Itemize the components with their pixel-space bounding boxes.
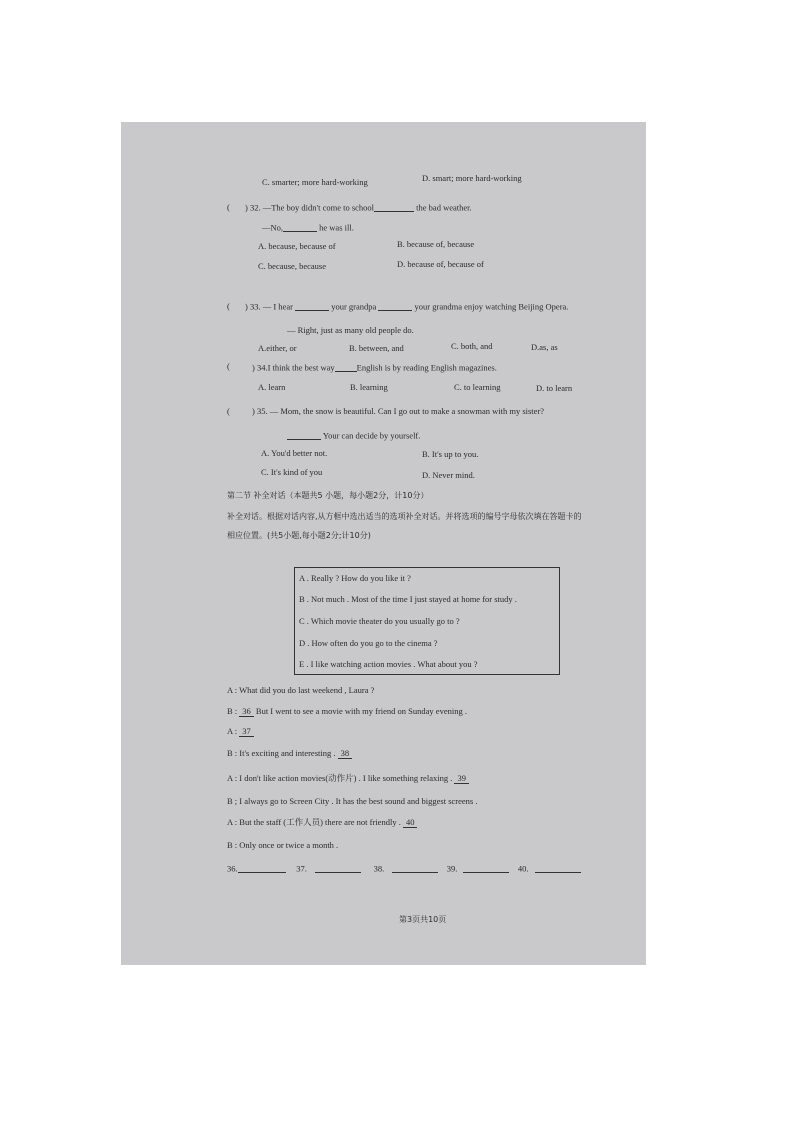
q32-number bbox=[245, 203, 472, 212]
q32-stem-b: the bad weather. bbox=[416, 202, 472, 213]
q33-stem-b: your grandpa bbox=[331, 301, 377, 312]
q33-blank-2[interactable] bbox=[378, 302, 412, 311]
answer-label-40: 40. bbox=[517, 863, 529, 874]
q32-option-c: C. because, because bbox=[258, 261, 326, 271]
q35-option-a: A. You'd better not. bbox=[261, 448, 328, 458]
q33-paren: ( bbox=[227, 301, 230, 311]
q35-blank[interactable] bbox=[287, 431, 321, 440]
options-box bbox=[294, 567, 560, 675]
section2-heading: 第二节 补全对话（本题共5 小题，每小题2分，计10分） bbox=[227, 491, 429, 500]
dialogue-line-6: B ; I always go to Screen City . It has the best sound and biggest screens . bbox=[227, 796, 478, 806]
section2-instruction-2: 相应位置。(共5小题,每小题2分;计10分) bbox=[227, 531, 371, 540]
answer-field-38[interactable] bbox=[392, 864, 438, 873]
answer-blank-36[interactable]: 36 bbox=[239, 707, 254, 717]
q32-reply-a: —No, bbox=[262, 222, 284, 233]
dialogue-line-2 bbox=[227, 707, 467, 717]
q32-option-d: D. because of, because of bbox=[397, 259, 484, 269]
q33-option-d: D.as, as bbox=[531, 342, 558, 352]
dialogue-line-5 bbox=[227, 774, 469, 784]
q34-option-a: A. learn bbox=[258, 382, 286, 392]
q31-option-c: C. smarter; more hard-working bbox=[262, 177, 368, 187]
answer-field-40[interactable] bbox=[535, 864, 581, 873]
q34-option-b: B. learning bbox=[350, 382, 388, 392]
q33-stem bbox=[245, 302, 568, 311]
box-option-b: B . Not much . Most of the time I just stayed at home for study . bbox=[299, 594, 517, 604]
answer-blank-38[interactable]: 38 bbox=[338, 749, 353, 759]
answer-field-39[interactable] bbox=[463, 864, 509, 873]
answer-blank-39[interactable]: 39 bbox=[454, 774, 469, 784]
q32-reply-b: he was ill. bbox=[319, 222, 354, 233]
answer-blank-37[interactable]: 37 bbox=[239, 727, 254, 737]
q34-paren: ( bbox=[227, 361, 230, 371]
q33-option-a: A.either, or bbox=[258, 343, 297, 353]
dialogue-line-2-speaker: B : bbox=[227, 706, 238, 716]
q35-option-b: B. It's up to you. bbox=[422, 449, 479, 459]
q35-option-d: D. Never mind. bbox=[422, 470, 475, 480]
q32-stem-a: —The boy didn't come to school bbox=[262, 202, 375, 213]
q33-option-b: B. between, and bbox=[349, 343, 404, 353]
q32-close: ) 32. bbox=[245, 202, 261, 213]
box-option-a: A . Really ? How do you like it ? bbox=[299, 573, 411, 583]
q35-reply bbox=[287, 431, 420, 440]
q31-option-d: D. smart; more hard-working bbox=[422, 173, 522, 183]
q34-option-c: C. to learning bbox=[454, 382, 501, 392]
dialogue-line-3 bbox=[227, 727, 254, 737]
box-option-e: E . I like watching action movies . What about you ? bbox=[299, 659, 478, 669]
q34-close: ) 34.I think the best way bbox=[252, 362, 335, 373]
q32-paren: ( bbox=[227, 202, 230, 212]
q34-stem bbox=[252, 363, 497, 372]
q34-option-d: D. to learn bbox=[536, 383, 573, 393]
answer-label-36: 36. bbox=[227, 863, 238, 874]
q35-stem-line bbox=[252, 407, 544, 416]
answer-label-38: 38. bbox=[373, 863, 385, 874]
box-option-c: C . Which movie theater do you usually go to ? bbox=[299, 616, 460, 626]
section2-instruction-1: 补全对话。根据对话内容,从方框中选出适当的选项补全对话。并将选项的编号字母依次填在答题卡的 bbox=[227, 512, 582, 521]
q32-blank-1[interactable] bbox=[374, 203, 414, 212]
q34-stem-b: English is by reading English magazines. bbox=[356, 362, 497, 373]
box-option-d: D . How often do you go to the cinema ? bbox=[299, 638, 438, 648]
q33-option-c: C. both, and bbox=[451, 341, 493, 351]
answer-label-37: 37. bbox=[296, 863, 307, 874]
q33-close: ) 33. bbox=[245, 301, 261, 312]
q35-reply-b: Your can decide by yourself. bbox=[322, 430, 421, 441]
q32-blank-2[interactable] bbox=[283, 223, 317, 232]
dialogue-line-8: B : Only once or twice a month . bbox=[227, 840, 339, 850]
dialogue-line-7-text: A : But the staff (工作人员) there are not friendly . bbox=[227, 817, 401, 827]
q33-stem-c: your grandma enjoy watching Beijing Opera. bbox=[414, 301, 569, 312]
q35-option-c: C. It's kind of you bbox=[261, 467, 323, 477]
answer-blank-40[interactable]: 40 bbox=[403, 818, 418, 828]
answer-field-36[interactable] bbox=[238, 864, 286, 873]
exam-page-photo bbox=[121, 122, 646, 965]
q35-close: ) 35. bbox=[252, 406, 268, 416]
q34-blank[interactable] bbox=[335, 363, 357, 372]
q32-option-a: A. because, because of bbox=[258, 241, 336, 251]
dialogue-line-5-text: A : I don't like action movies(动作片) . I like something relaxing . bbox=[227, 773, 453, 783]
dialogue-line-4 bbox=[227, 749, 352, 759]
dialogue-line-4-text: B : It's exciting and interesting . bbox=[227, 748, 336, 758]
dialogue-line-2-text: But I went to see a movie with my friend on Sunday evening . bbox=[255, 706, 467, 716]
q32-option-b: B. because of, because bbox=[397, 239, 475, 249]
q33-blank-1[interactable] bbox=[295, 302, 329, 311]
dialogue-line-7 bbox=[227, 818, 417, 828]
answer-label-39: 39. bbox=[446, 863, 458, 874]
q33-reply: — Right, just as many old people do. bbox=[287, 325, 414, 335]
q32-reply bbox=[262, 223, 354, 232]
q35-paren: ( bbox=[227, 406, 230, 416]
dialogue-line-1: A : What did you do last weekend , Laura ? bbox=[227, 685, 375, 695]
q33-stem-a: — I hear bbox=[262, 301, 293, 312]
answer-line bbox=[227, 864, 581, 873]
page-footer: 第3页共10页 bbox=[399, 915, 447, 924]
dialogue-line-3-speaker: A : bbox=[227, 726, 238, 736]
q35-stem: — Mom, the snow is beautiful. Can I go out to make a snowman with my sister? bbox=[269, 406, 545, 416]
answer-field-37[interactable] bbox=[315, 864, 361, 873]
